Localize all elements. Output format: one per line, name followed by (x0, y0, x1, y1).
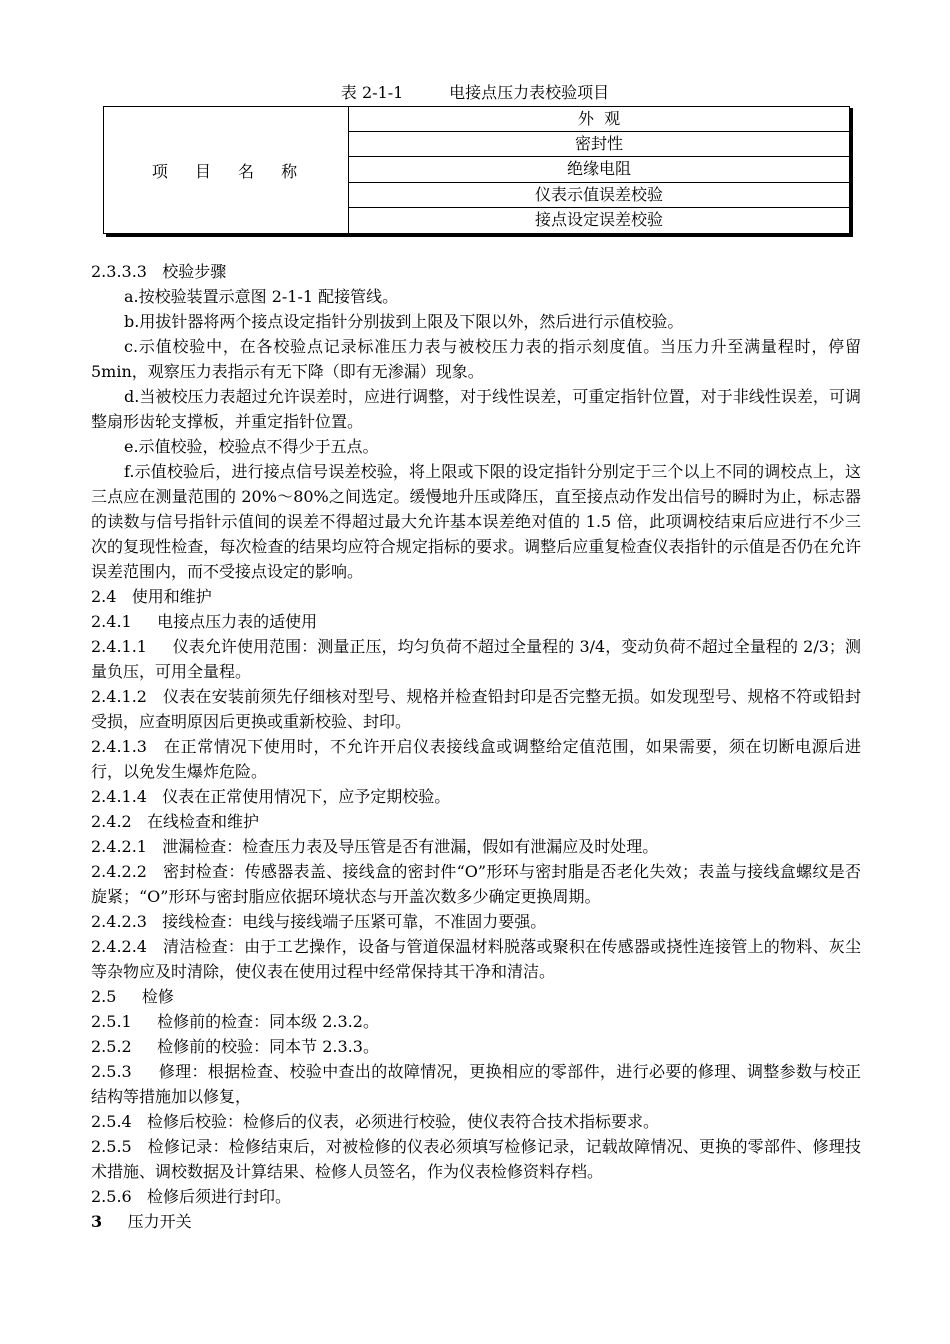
paragraph: f.示值校验后，进行接点信号误差校验，将上限或下限的设定指针分别定于三个以上不同的调校点上，这三点应在测量范围的 20%～80%之间选定。缓慢地升压或降压，直至接点动作发出信号的瞬时为止，标志器的读数与信号指针示值间的误差不得超过最大允许基本误差绝对值的 1.5 倍，此项调校结束后应进行不少三次的复现性检查，每次检查的结果均应符合规定指标的要求。调整后应重复检查仪表指针的示值是否仍在允许误差范围内，而不受接点设定的影响。 (91, 462, 861, 581)
table-shadow-bottom (106, 234, 853, 237)
paragraph: 2.4.1.4 仪表在正常使用情况下，应予定期校验。 (91, 787, 451, 806)
table-item: 外 观 (349, 107, 849, 132)
paragraph: 2.5.2 检修前的校验：同本节 2.3.3。 (91, 1037, 379, 1056)
table-item: 密封性 (349, 132, 849, 157)
table-shadow-right (850, 108, 853, 236)
section-3-heading (91, 1209, 861, 1234)
paragraph: 2.5.3 修理：根据检查、校验中查出的故障情况，更换相应的零部件，进行必要的修理、调整参数与校正结构等措施加以修复， (91, 1062, 861, 1106)
paragraph: 2.4.1.1 仪表允许使用范围：测量正压，均匀负荷不超过全量程的 3/4，变动负荷不超过全量程的 2/3；测量负压，可用全量程。 (91, 637, 861, 681)
paragraph: 2.4.2.2 密封检查：传感器表盖、接线盒的密封件“O”形环与密封脂是否老化失效；表盖与接线盒螺纹是否旋紧；“O”形环与密封脂应依据环境状态与开盖次数多少确定更换周期。 (91, 862, 861, 906)
paragraph: 2.4.2.4 清洁检查：由于工艺操作，设备与管道保温材料脱落或聚积在传感器或挠性连接管上的物料、灰尘等杂物应及时清除，使仪表在使用过程中经常保持其干净和清洁。 (91, 937, 861, 981)
section-heading: 2.4.2 在线检查和维护 (91, 812, 259, 831)
paragraph: a.按校验装置示意图 2-1-1 配接管线。 (124, 287, 399, 306)
paragraph: c.示值校验中，在各校验点记录标准压力表与被校压力表的指示刻度值。当压力升至满量程时，停留 5min，观察压力表指示有无下降（即有无渗漏）现象。 (91, 337, 861, 381)
paragraph: 2.5.1 检修前的检查：同本级 2.3.2。 (91, 1012, 379, 1031)
section-3-number: 3 (91, 1212, 103, 1231)
paragraph: 2.4.1.3 在正常情况下使用时，不允许开启仪表接线盒或调整给定值范围，如果需要，须在切断电源后进行，以免发生爆炸危险。 (91, 737, 861, 781)
paragraph: 2.5.4 检修后校验：检修后的仪表，必须进行校验，使仪表符合技术指标要求。 (91, 1112, 659, 1131)
paragraph: d.当被校压力表超过允许误差时，应进行调整，对于线性误差，可重定指针位置，对于非线性误差，可调整扇形齿轮支撑板，并重定指针位置。 (91, 387, 861, 431)
section-heading: 2.5 检修 (91, 987, 174, 1006)
calibration-items-table (103, 106, 855, 238)
paragraph: e.示值校验，校验点不得少于五点。 (124, 437, 379, 456)
table-item: 仪表示值误差校验 (349, 183, 849, 208)
paragraph: b.用拔针器将两个接点设定指针分别拔到上限及下限以外，然后进行示值校验。 (124, 312, 684, 331)
table-caption: 表 2-1-1 电接点压力表校验项目 (340, 83, 610, 102)
section-3-title: 压力开关 (102, 1212, 192, 1231)
table-item: 绝缘电阻 (349, 157, 849, 182)
paragraph: 2.4.2.1 泄漏检查：检查压力表及导压管是否有泄漏，假如有泄漏应及时处理。 (91, 837, 659, 856)
section-heading: 2.4.1 电接点压力表的适使用 (91, 612, 318, 631)
paragraph: 2.4.2.3 接线检查：电线与接线端子压紧可靠，不准固力要强。 (91, 912, 547, 931)
section-heading: 2.3.3.3 校验步骤 (91, 262, 227, 281)
paragraph: 2.4.1.2 仪表在安装前须先仔细核对型号、规格并检查铅封印是否完整无损。如发现型号、规格不符或铅封受损，应查明原因后更换或重新校验、封印。 (91, 687, 861, 731)
table-items (349, 107, 849, 233)
paragraph: 2.5.5 检修记录：检修结束后，对被检修的仪表必须填写检修记录，记载故障情况、更换的零部件、修理技术措施、调校数据及计算结果、检修人员签名，作为仪表检修资料存档。 (91, 1137, 861, 1181)
table-body (103, 106, 850, 234)
body-text (91, 259, 861, 1234)
table-header-cell: 项 目 名 称 (104, 107, 349, 233)
section-heading: 2.4 使用和维护 (91, 587, 212, 606)
table-item: 接点设定误差校验 (534, 210, 663, 230)
paragraph: 2.5.6 检修后须进行封印。 (91, 1187, 291, 1206)
